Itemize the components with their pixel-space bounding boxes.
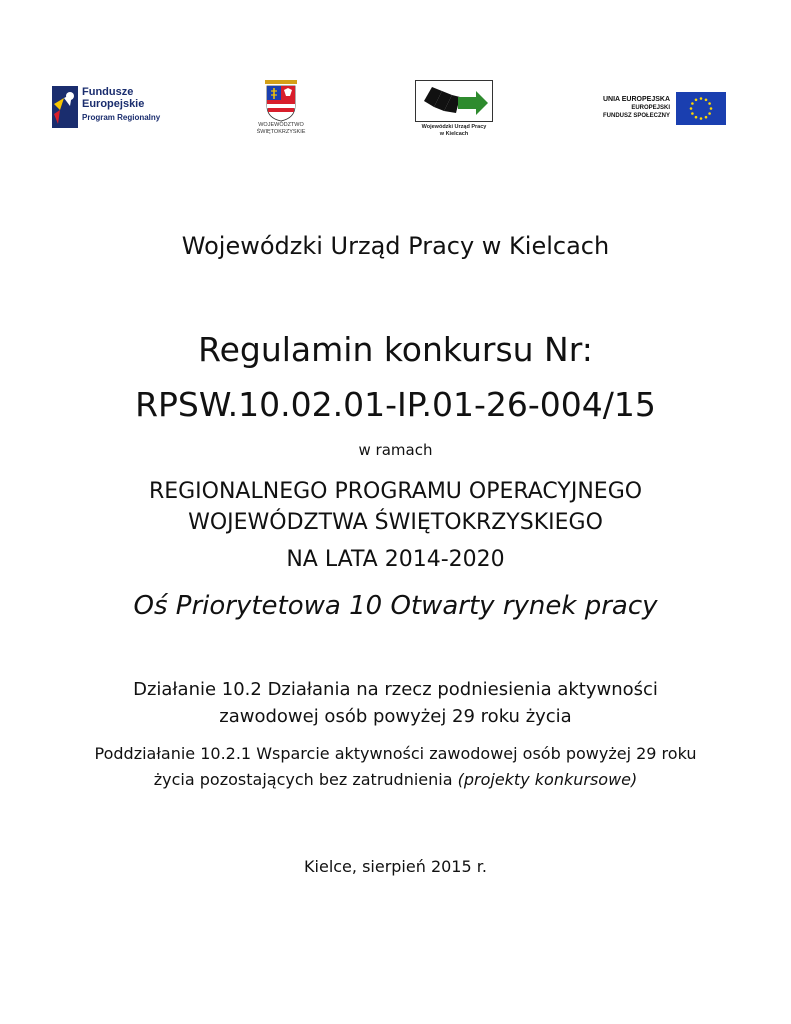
action-line-2: zawodowej osób powyżej 29 roku życia	[219, 706, 572, 727]
subaction-line-2	[0, 770, 791, 789]
eu-flag-icon	[676, 92, 726, 125]
place-and-date: Kielce, sierpień 2015 r.	[304, 857, 487, 876]
swietokrzyskie-voivodeship-logo	[252, 78, 310, 136]
subaction-line-2-text: życia pozostających bez zatrudnienia	[153, 770, 453, 789]
coat-of-arms-icon	[263, 78, 299, 122]
wup-caption-line1: Wojewódzki Urząd Pracy	[421, 124, 487, 130]
fe-logo-line2: Europejskie	[82, 98, 145, 110]
document-title: Regulamin konkursu Nr:	[198, 330, 593, 369]
wup-caption-line2: w Kielcach	[439, 131, 469, 137]
program-line-1: REGIONALNEGO PROGRAMU OPERACYJNEGO	[148, 479, 643, 504]
wup-logo-frame	[415, 80, 493, 122]
priority-axis: Oś Priorytetowa 10 Otwarty rynek pracy	[133, 591, 658, 621]
within-label: w ramach	[358, 441, 433, 459]
european-union-logo	[598, 92, 726, 126]
program-line-3: NA LATA 2014-2020	[286, 547, 505, 572]
action-line-1: Działanie 10.2 Działania na rzecz podniesienia aktywności	[133, 679, 658, 700]
fe-star-icon	[50, 84, 80, 130]
institution-name: Wojewódzki Urząd Pracy w Kielcach	[181, 232, 610, 260]
competition-number: RPSW.10.02.01-IP.01-26-004/15	[135, 385, 656, 424]
subaction-line-1: Poddziałanie 10.2.1 Wsparcie aktywności zawodowej osób powyżej 29 roku	[94, 744, 697, 763]
fe-logo-line3: Program Regionalny	[82, 113, 161, 122]
eu-logo-line3: FUNDUSZ SPOŁECZNY	[602, 113, 670, 119]
eu-logo-line1: UNIA EUROPEJSKA	[602, 96, 670, 103]
subaction-note: (projekty konkursowe)	[457, 770, 638, 789]
fundusze-europejskie-logo	[50, 84, 175, 130]
logo-bar	[0, 0, 791, 140]
wup-kielce-logo	[415, 80, 495, 142]
sw-caption-line1: WOJEWÓDZTWO	[258, 122, 304, 128]
arrow-steps-icon	[416, 81, 492, 121]
fe-logo-line1: Fundusze	[82, 86, 134, 98]
sw-caption-line2: ŚWIĘTOKRZYSKIE	[256, 129, 306, 135]
eu-logo-line2: EUROPEJSKI	[631, 105, 670, 111]
program-line-2: WOJEWÓDZTWA ŚWIĘTOKRZYSKIEGO	[188, 510, 603, 535]
